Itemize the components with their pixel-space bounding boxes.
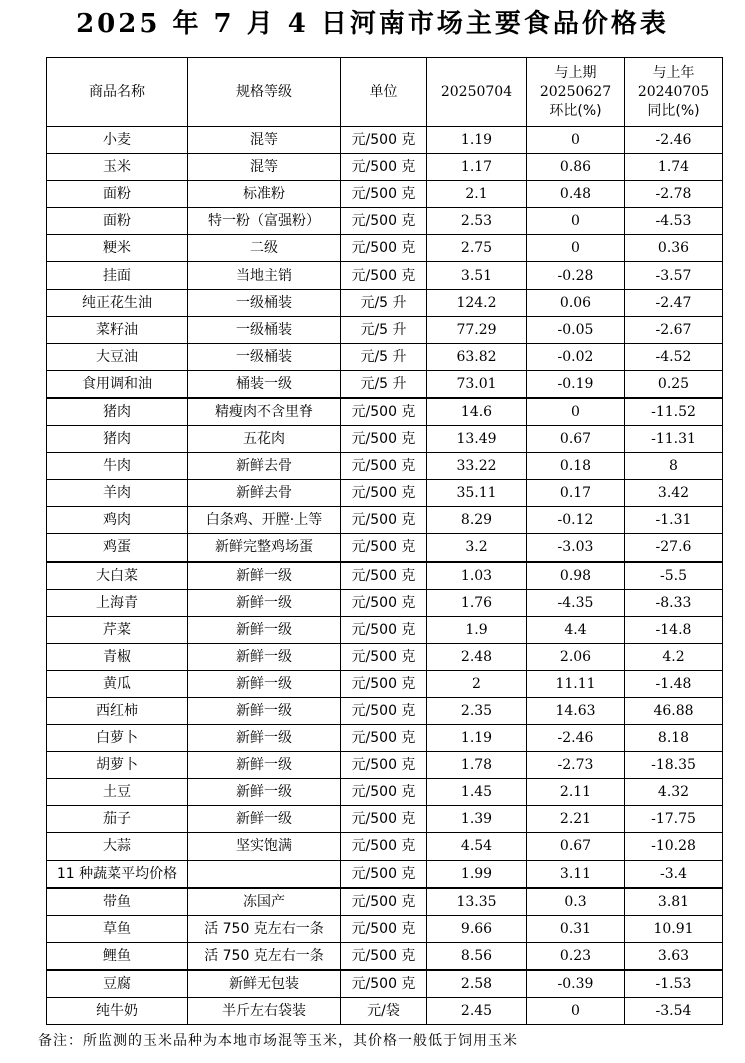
cell-name: 玉米	[47, 154, 188, 181]
cell-yoy: -3.54	[625, 998, 723, 1025]
table-row	[47, 127, 723, 154]
cell-unit: 元/500 克	[341, 915, 427, 942]
cell-price: 1.19	[427, 725, 527, 752]
cell-mom: 0	[527, 127, 625, 154]
table-row	[47, 154, 723, 181]
cell-price: 73.01	[427, 370, 527, 398]
cell-mom: 0.48	[527, 181, 625, 208]
cell-mom: 0.17	[527, 480, 625, 507]
cell-name: 纯正花生油	[47, 289, 188, 316]
cell-mom: -0.05	[527, 316, 625, 343]
table-row	[47, 779, 723, 806]
cell-mom: 0.86	[527, 154, 625, 181]
header-mom	[527, 58, 625, 127]
cell-price: 1.45	[427, 779, 527, 806]
cell-mom: 2.06	[527, 643, 625, 670]
cell-unit: 元/500 克	[341, 127, 427, 154]
cell-price: 2.45	[427, 998, 527, 1025]
cell-yoy: -1.31	[625, 507, 723, 534]
cell-price: 63.82	[427, 343, 527, 370]
cell-yoy: -5.5	[625, 562, 723, 590]
cell-name: 猪肉	[47, 426, 188, 453]
cell-yoy: -27.6	[625, 534, 723, 562]
cell-unit: 元/500 克	[341, 779, 427, 806]
cell-spec: 新鲜一级	[188, 806, 341, 833]
cell-mom: 14.63	[527, 697, 625, 724]
cell-name: 鸡蛋	[47, 534, 188, 562]
cell-name: 草鱼	[47, 915, 188, 942]
cell-name: 茄子	[47, 806, 188, 833]
cell-spec: 一级桶装	[188, 316, 341, 343]
cell-yoy: 3.81	[625, 888, 723, 916]
table-row	[47, 343, 723, 370]
cell-yoy: -2.46	[625, 127, 723, 154]
cell-price: 8.56	[427, 942, 527, 970]
cell-name: 小麦	[47, 127, 188, 154]
cell-name: 带鱼	[47, 888, 188, 916]
cell-name: 羊肉	[47, 480, 188, 507]
table-row	[47, 507, 723, 534]
cell-mom: 0	[527, 998, 625, 1025]
table-row	[47, 998, 723, 1025]
cell-name: 挂面	[47, 262, 188, 289]
cell-mom: 0.06	[527, 289, 625, 316]
cell-mom: 0.23	[527, 942, 625, 970]
cell-mom: -2.46	[527, 725, 625, 752]
cell-mom: -0.02	[527, 343, 625, 370]
table-row	[47, 616, 723, 643]
cell-yoy: -2.78	[625, 181, 723, 208]
cell-yoy: -4.53	[625, 208, 723, 235]
table-row	[47, 970, 723, 998]
cell-unit: 元/500 克	[341, 181, 427, 208]
table-row	[47, 480, 723, 507]
cell-price: 1.39	[427, 806, 527, 833]
price-table	[46, 57, 723, 1025]
table-row	[47, 181, 723, 208]
cell-unit: 元/500 克	[341, 480, 427, 507]
cell-name: 纯牛奶	[47, 998, 188, 1025]
cell-name: 豆腐	[47, 970, 188, 998]
cell-spec: 活 750 克左右一条	[188, 915, 341, 942]
cell-name: 白萝卜	[47, 725, 188, 752]
cell-yoy: 3.42	[625, 480, 723, 507]
cell-spec: 新鲜一级	[188, 725, 341, 752]
cell-mom: -0.28	[527, 262, 625, 289]
cell-yoy: -11.52	[625, 398, 723, 426]
cell-yoy: -11.31	[625, 426, 723, 453]
cell-name: 大白菜	[47, 562, 188, 590]
cell-mom: 0.67	[527, 833, 625, 860]
cell-mom: -4.35	[527, 589, 625, 616]
cell-spec: 五花肉	[188, 426, 341, 453]
table-row	[47, 562, 723, 590]
cell-name: 芹菜	[47, 616, 188, 643]
cell-price: 33.22	[427, 453, 527, 480]
header-mom-line2: 20250627	[539, 83, 612, 100]
table-row	[47, 833, 723, 860]
cell-spec: 活 750 克左右一条	[188, 942, 341, 970]
cell-mom: 3.11	[527, 860, 625, 888]
cell-price: 4.54	[427, 833, 527, 860]
cell-name: 土豆	[47, 779, 188, 806]
cell-price: 1.78	[427, 752, 527, 779]
cell-mom: 0.18	[527, 453, 625, 480]
footnote: 备注：所监测的玉米品种为本地市场混等玉米，其价格一般低于饲用玉米	[38, 1033, 518, 1049]
cell-spec: 一级桶装	[188, 289, 341, 316]
cell-price: 13.35	[427, 888, 527, 916]
header-yoy-line2: 20240705	[637, 83, 710, 100]
cell-price: 2	[427, 670, 527, 697]
cell-price: 2.48	[427, 643, 527, 670]
cell-mom: 0.31	[527, 915, 625, 942]
cell-yoy: 46.88	[625, 697, 723, 724]
table-row	[47, 235, 723, 262]
cell-spec: 新鲜去骨	[188, 453, 341, 480]
cell-price: 14.6	[427, 398, 527, 426]
cell-mom: 2.21	[527, 806, 625, 833]
cell-unit: 元/500 克	[341, 888, 427, 916]
table-row	[47, 643, 723, 670]
cell-yoy: -2.67	[625, 316, 723, 343]
cell-unit: 元/500 克	[341, 942, 427, 970]
cell-name: 鸡肉	[47, 507, 188, 534]
cell-spec	[188, 860, 341, 888]
cell-price: 8.29	[427, 507, 527, 534]
cell-mom: -3.03	[527, 534, 625, 562]
cell-spec: 新鲜一级	[188, 616, 341, 643]
cell-spec: 冻国产	[188, 888, 341, 916]
cell-spec: 新鲜一级	[188, 589, 341, 616]
cell-name: 鲤鱼	[47, 942, 188, 970]
header-yoy-line1: 与上年	[652, 64, 695, 81]
cell-name: 大豆油	[47, 343, 188, 370]
cell-mom: 0	[527, 398, 625, 426]
cell-spec: 新鲜一级	[188, 697, 341, 724]
cell-unit: 元/500 克	[341, 208, 427, 235]
table-header-row	[47, 58, 723, 127]
header-price-date: 20250704	[427, 58, 527, 127]
cell-name: 西红柿	[47, 697, 188, 724]
cell-yoy: -3.57	[625, 262, 723, 289]
cell-unit: 元/5 升	[341, 343, 427, 370]
header-unit: 单位	[341, 58, 427, 127]
cell-unit: 元/500 克	[341, 154, 427, 181]
cell-name: 面粉	[47, 208, 188, 235]
cell-unit: 元/500 克	[341, 752, 427, 779]
table-row	[47, 888, 723, 916]
cell-yoy: 10.91	[625, 915, 723, 942]
cell-price: 2.53	[427, 208, 527, 235]
cell-price: 2.35	[427, 697, 527, 724]
table-row	[47, 398, 723, 426]
table-row	[47, 262, 723, 289]
cell-name: 牛肉	[47, 453, 188, 480]
cell-unit: 元/5 升	[341, 289, 427, 316]
cell-name: 胡萝卜	[47, 752, 188, 779]
cell-yoy: -17.75	[625, 806, 723, 833]
cell-price: 35.11	[427, 480, 527, 507]
cell-price: 13.49	[427, 426, 527, 453]
cell-price: 1.76	[427, 589, 527, 616]
cell-name: 菜籽油	[47, 316, 188, 343]
cell-name: 面粉	[47, 181, 188, 208]
cell-yoy: 8.18	[625, 725, 723, 752]
cell-price: 124.2	[427, 289, 527, 316]
cell-yoy: 4.32	[625, 779, 723, 806]
cell-spec: 新鲜完整鸡场蛋	[188, 534, 341, 562]
cell-unit: 元/500 克	[341, 616, 427, 643]
cell-spec: 新鲜一级	[188, 670, 341, 697]
cell-unit: 元/500 克	[341, 643, 427, 670]
cell-yoy: -1.53	[625, 970, 723, 998]
cell-yoy: -4.52	[625, 343, 723, 370]
table-row	[47, 316, 723, 343]
cell-price: 1.99	[427, 860, 527, 888]
table-row	[47, 589, 723, 616]
cell-yoy: -3.4	[625, 860, 723, 888]
cell-spec: 一级桶装	[188, 343, 341, 370]
cell-unit: 元/5 升	[341, 370, 427, 398]
cell-unit: 元/500 克	[341, 534, 427, 562]
cell-unit: 元/500 克	[341, 833, 427, 860]
cell-mom: 0.3	[527, 888, 625, 916]
cell-name: 11 种蔬菜平均价格	[47, 860, 188, 888]
cell-unit: 元/500 克	[341, 670, 427, 697]
header-spec: 规格等级	[188, 58, 341, 127]
cell-spec: 精瘦肉不含里脊	[188, 398, 341, 426]
table-row	[47, 670, 723, 697]
cell-mom: 0.67	[527, 426, 625, 453]
header-yoy-line3: 同比(%)	[647, 102, 700, 119]
cell-yoy: -1.48	[625, 670, 723, 697]
cell-spec: 新鲜去骨	[188, 480, 341, 507]
cell-name: 黄瓜	[47, 670, 188, 697]
cell-price: 77.29	[427, 316, 527, 343]
cell-unit: 元/袋	[341, 998, 427, 1025]
cell-price: 2.58	[427, 970, 527, 998]
cell-spec: 特一粉（富强粉）	[188, 208, 341, 235]
cell-unit: 元/500 克	[341, 970, 427, 998]
cell-spec: 新鲜一级	[188, 643, 341, 670]
table-row	[47, 806, 723, 833]
cell-price: 1.17	[427, 154, 527, 181]
cell-mom: 11.11	[527, 670, 625, 697]
cell-price: 3.51	[427, 262, 527, 289]
table-row	[47, 915, 723, 942]
page-title: 2025 年 7 月 4 日河南市场主要食品价格表	[76, 9, 669, 39]
cell-spec: 当地主销	[188, 262, 341, 289]
cell-spec: 新鲜无包装	[188, 970, 341, 998]
cell-unit: 元/500 克	[341, 398, 427, 426]
cell-yoy: 4.2	[625, 643, 723, 670]
cell-unit: 元/500 克	[341, 860, 427, 888]
cell-unit: 元/500 克	[341, 562, 427, 590]
cell-yoy: 1.74	[625, 154, 723, 181]
cell-yoy: -18.35	[625, 752, 723, 779]
cell-name: 粳米	[47, 235, 188, 262]
cell-name: 上海青	[47, 589, 188, 616]
cell-unit: 元/500 克	[341, 806, 427, 833]
cell-unit: 元/500 克	[341, 426, 427, 453]
header-yoy	[625, 58, 723, 127]
cell-name: 大蒜	[47, 833, 188, 860]
cell-yoy: -10.28	[625, 833, 723, 860]
cell-price: 2.75	[427, 235, 527, 262]
cell-spec: 桶装一级	[188, 370, 341, 398]
cell-yoy: -14.8	[625, 616, 723, 643]
cell-mom: -0.19	[527, 370, 625, 398]
header-mom-line3: 环比(%)	[549, 102, 602, 119]
cell-unit: 元/500 克	[341, 589, 427, 616]
cell-unit: 元/500 克	[341, 453, 427, 480]
cell-mom: 0	[527, 235, 625, 262]
cell-spec: 半斤左右袋装	[188, 998, 341, 1025]
table-row	[47, 942, 723, 970]
cell-yoy: -2.47	[625, 289, 723, 316]
cell-unit: 元/500 克	[341, 507, 427, 534]
table-row	[47, 860, 723, 888]
cell-spec: 新鲜一级	[188, 562, 341, 590]
cell-name: 猪肉	[47, 398, 188, 426]
header-mom-line1: 与上期	[554, 64, 597, 81]
cell-mom: 4.4	[527, 616, 625, 643]
cell-price: 1.03	[427, 562, 527, 590]
cell-price: 2.1	[427, 181, 527, 208]
cell-yoy: 8	[625, 453, 723, 480]
cell-unit: 元/500 克	[341, 235, 427, 262]
cell-spec: 混等	[188, 154, 341, 181]
cell-price: 9.66	[427, 915, 527, 942]
table-row	[47, 752, 723, 779]
cell-spec: 标准粉	[188, 181, 341, 208]
table-row	[47, 289, 723, 316]
cell-price: 3.2	[427, 534, 527, 562]
cell-unit: 元/500 克	[341, 725, 427, 752]
table-row	[47, 725, 723, 752]
cell-spec: 新鲜一级	[188, 779, 341, 806]
table-row	[47, 453, 723, 480]
table-row	[47, 697, 723, 724]
cell-name: 食用调和油	[47, 370, 188, 398]
cell-spec: 坚实饱满	[188, 833, 341, 860]
cell-name: 青椒	[47, 643, 188, 670]
cell-mom: 2.11	[527, 779, 625, 806]
cell-spec: 混等	[188, 127, 341, 154]
cell-mom: 0	[527, 208, 625, 235]
cell-spec: 白条鸡、开膛·上等	[188, 507, 341, 534]
cell-yoy: 0.25	[625, 370, 723, 398]
table-row	[47, 534, 723, 562]
cell-mom: -0.12	[527, 507, 625, 534]
cell-spec: 二级	[188, 235, 341, 262]
cell-yoy: 0.36	[625, 235, 723, 262]
cell-yoy: -8.33	[625, 589, 723, 616]
cell-spec: 新鲜一级	[188, 752, 341, 779]
cell-mom: 0.98	[527, 562, 625, 590]
cell-unit: 元/500 克	[341, 262, 427, 289]
table-row	[47, 426, 723, 453]
cell-mom: -2.73	[527, 752, 625, 779]
cell-unit: 元/5 升	[341, 316, 427, 343]
header-name: 商品名称	[47, 58, 188, 127]
table-row	[47, 370, 723, 398]
table-row	[47, 208, 723, 235]
cell-price: 1.19	[427, 127, 527, 154]
cell-unit: 元/500 克	[341, 697, 427, 724]
cell-yoy: 3.63	[625, 942, 723, 970]
cell-price: 1.9	[427, 616, 527, 643]
cell-mom: -0.39	[527, 970, 625, 998]
